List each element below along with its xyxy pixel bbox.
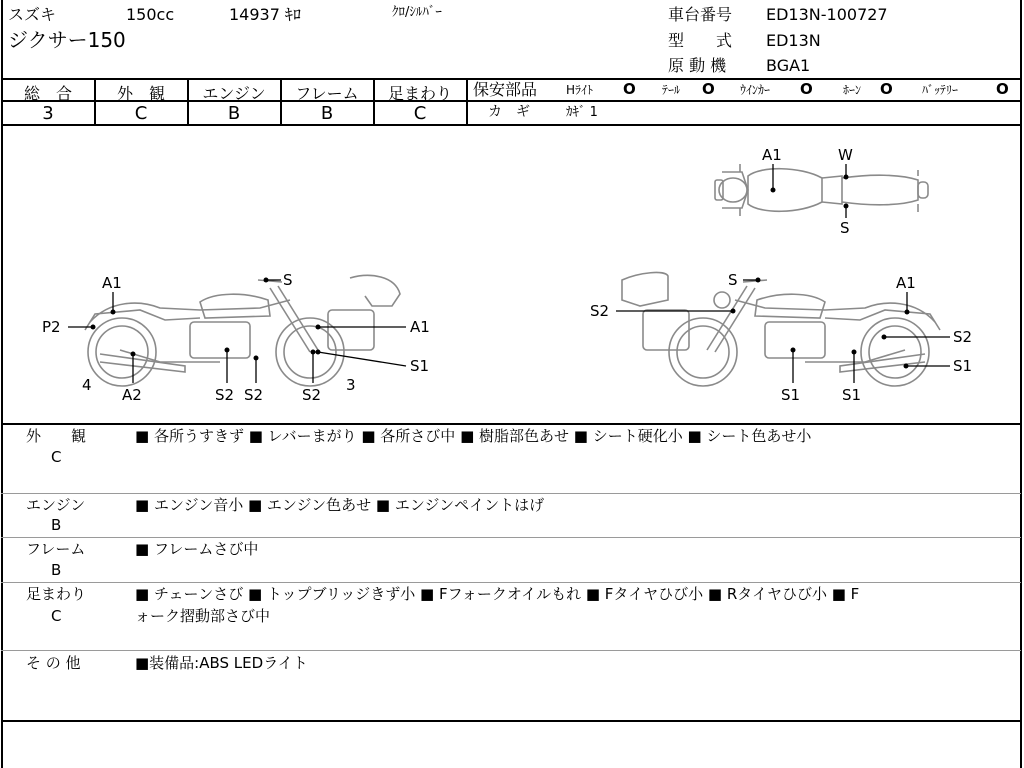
safety-headlight: Hﾗｲﾄ xyxy=(566,83,594,97)
left-s-label: S xyxy=(283,271,293,289)
model-value: ED13N xyxy=(766,31,821,50)
remark-suspension-text-cont: ォーク摺動部さび中 xyxy=(135,607,271,625)
left-s1-label: S1 xyxy=(410,357,430,375)
remarks-bottom xyxy=(1,720,1022,722)
right-s2a-label: S2 xyxy=(590,302,610,320)
remark-suspension-text: ■ チェーンさび ■ トップブリッジきず小 ■ Fフォークオイルもれ ■ Fタイヤひび小 ■ Rタイヤひび小 ■ F xyxy=(135,585,860,603)
diagram-bottom xyxy=(1,423,1022,425)
remark-frame-text: ■ フレームさび中 xyxy=(135,540,259,558)
chassis-value: ED13N-100727 xyxy=(766,5,888,24)
remark-exterior-title: 外 観 xyxy=(26,427,87,445)
grade-engine-label: エンジン xyxy=(202,84,266,103)
remark-exterior-grade: C xyxy=(51,448,62,466)
mileage: 14937 ｷﾛ xyxy=(229,5,301,24)
safety-horn: ﾎｰﾝ xyxy=(843,83,862,97)
safety-battery: ﾊﾞｯﾃﾘｰ xyxy=(922,83,959,97)
grade-suspension-value: C xyxy=(413,103,427,124)
remark-engine-text: ■ エンジン音小 ■ エンジン色あせ ■ エンジンペイントはげ xyxy=(135,496,545,514)
maker: スズキ xyxy=(8,5,57,24)
bike-left-view xyxy=(85,275,400,386)
engine-value: BGA1 xyxy=(766,56,811,75)
remark-sep-3 xyxy=(1,582,1021,583)
displacement: 150cc xyxy=(126,5,175,24)
top-a1-label: A1 xyxy=(762,146,782,164)
grade-exterior-value: C xyxy=(134,103,148,124)
remark-suspension-title: 足まわり xyxy=(26,585,87,603)
remark-sep-4 xyxy=(1,650,1021,651)
remark-engine-grade: B xyxy=(51,516,62,534)
safety-headlight-mark: O xyxy=(623,80,636,98)
remark-other-title: そ の 他 xyxy=(26,654,81,672)
grade-frame-label: フレーム xyxy=(295,84,359,103)
chassis-label: 車台番号 xyxy=(668,5,733,24)
grade-frame-value: B xyxy=(320,103,334,124)
right-s1b-label: S1 xyxy=(781,386,801,404)
bike-right-view xyxy=(622,273,940,386)
left-a2-label: A2 xyxy=(122,386,142,404)
key-label: カ ギ xyxy=(488,104,530,120)
remark-frame-grade: B xyxy=(51,561,62,579)
safety-tail-mark: O xyxy=(702,80,715,98)
grade-engine-value: B xyxy=(227,103,241,124)
safety-horn-mark: O xyxy=(880,80,893,98)
remark-other-text: ■装備品:ABS LEDライト xyxy=(135,654,308,672)
safety-label: 保安部品 xyxy=(473,80,538,99)
remark-sep-2 xyxy=(1,537,1021,538)
left-3-label: 3 xyxy=(346,376,356,394)
color: ｸﾛ/ｼﾙﾊﾞｰ xyxy=(392,5,442,20)
left-a1-label: A1 xyxy=(102,274,122,292)
grade-col-5 xyxy=(466,78,468,124)
grade-suspension-label: 足まわり xyxy=(387,84,452,103)
grade-total-value: 3 xyxy=(42,103,54,124)
key-value: ｶｷﾞ 1 xyxy=(566,105,598,120)
left-a1r-label: A1 xyxy=(410,318,430,336)
remark-frame-title: フレーム xyxy=(26,540,86,558)
right-a1-label: A1 xyxy=(896,274,916,292)
grade-total-label: 総 合 xyxy=(23,84,72,103)
right-s2b-label: S2 xyxy=(953,328,973,346)
safety-winker: ｳｲﾝｶｰ xyxy=(740,83,771,97)
safety-tail: ﾃｰﾙ xyxy=(662,83,681,97)
safety-winker-mark: O xyxy=(800,80,813,98)
top-s-label: S xyxy=(840,219,850,237)
left-s2b-label: S2 xyxy=(244,386,264,404)
model-name: ジクサー150 xyxy=(8,28,126,52)
right-s1c-label: S1 xyxy=(842,386,862,404)
right-s-label: S xyxy=(728,271,738,289)
left-s2a-label: S2 xyxy=(215,386,235,404)
model-label: 型 式 xyxy=(668,31,733,50)
top-w-label: W xyxy=(838,146,853,164)
remark-suspension-grade: C xyxy=(51,607,62,625)
damage-diagram xyxy=(0,126,1024,423)
left-s2c-label: S2 xyxy=(302,386,322,404)
left-p2-label: P2 xyxy=(42,318,61,336)
remark-sep-1 xyxy=(1,493,1021,494)
right-s1a-label: S1 xyxy=(953,357,973,375)
left-4-label: 4 xyxy=(82,376,92,394)
grade-exterior-label: 外 観 xyxy=(116,84,165,103)
bike-top-view xyxy=(715,164,928,216)
remark-exterior-text: ■ 各所うすきず ■ レバーまがり ■ 各所さび中 ■ 樹脂部色あせ ■ シート硬化小 ■ シート色あせ小 xyxy=(135,427,812,445)
safety-battery-mark: O xyxy=(996,80,1009,98)
engine-label: 原 動 機 xyxy=(668,56,727,75)
remark-engine-title: エンジン xyxy=(26,496,86,514)
